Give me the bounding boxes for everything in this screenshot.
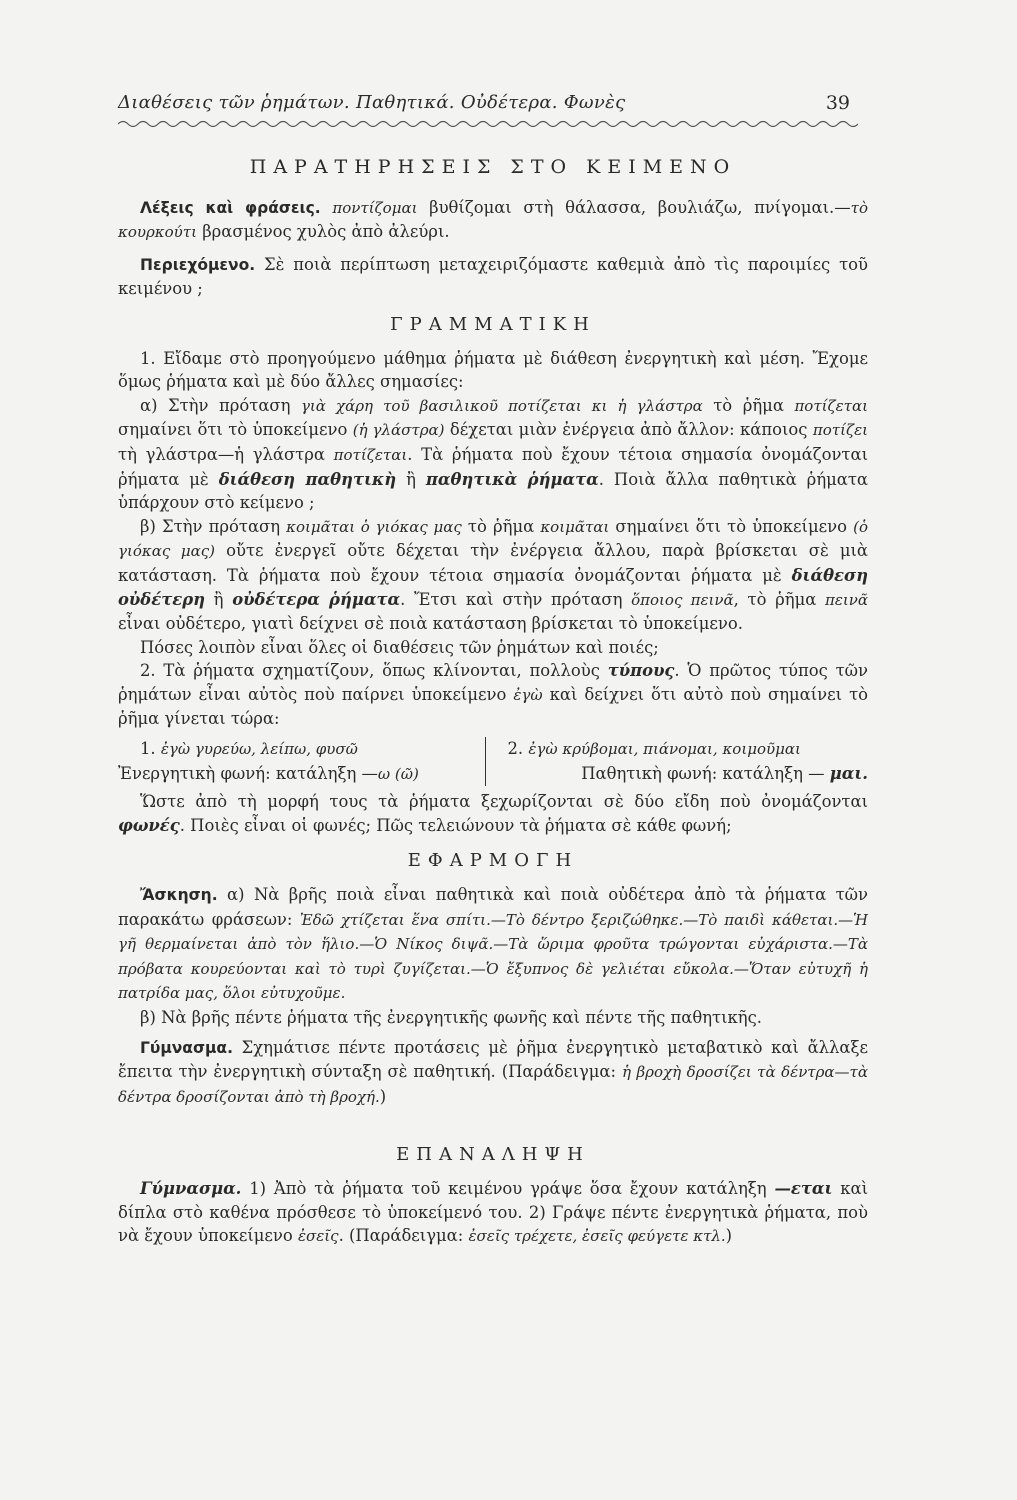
passive-ending-label: Παθητικὴ φωνή: κατάληξη — <box>581 763 830 783</box>
page-number: 39 <box>825 92 850 114</box>
content-label: Περιεχόμενο. <box>140 255 256 274</box>
words-text-2: βρασμένος χυλὸς ἀπὸ ἀλεύρι. <box>196 222 450 242</box>
active-number: 1. <box>140 739 161 759</box>
exercise-b: β) Νὰ βρῆς πέντε ῥήματα τῆς ἐνεργητικῆς φωνῆς καὶ πέντε τῆς παθητικῆς. <box>140 1008 762 1027</box>
a-text-1: α) Στὴν πρόταση <box>140 395 301 415</box>
grammar-paragraph-2 <box>118 659 868 731</box>
b-example-2: ὅποιος πεινᾶ <box>631 590 734 609</box>
b-term-neutral-verbs: οὐδέτερα ῥήματα <box>232 589 401 609</box>
content-paragraph <box>118 253 868 301</box>
exercise-label: Ἄσκηση. <box>140 886 218 905</box>
b-subject: (ὁ γιόκας μας) <box>118 517 868 561</box>
a-text-8: . Ποιὰ ἄλλα παθητικὰ ῥήματα ὑπάρχουν στὸ κείμενο ; <box>118 469 868 513</box>
voice-table <box>118 737 868 786</box>
b-verb: κοιμᾶται <box>540 517 610 536</box>
review-close: ) <box>725 1226 733 1246</box>
passive-ending-row <box>508 762 869 786</box>
exercise-phrases: Ἐδῶ χτίζεται ἕνα σπίτι.—Τὸ δέντρο ξεριζώθηκε.—Τὸ παιδὶ κάθεται.—Ἡ γῆ θερμαίνεται ἀπὸ τὸν ἥλιο.—Ὁ Νίκος διψᾶ.—Τὰ ὥριμα φροῦτα τρώγονται εὐχάριστα.—Τὰ πρόβατα κουρεύονται καὶ τὸ τυρὶ ζυγίζεται.—Ὁ ἔξυπνος δὲ γελιέται εὔκολα.—Ὅταν εὐτυχῆ ἡ πατρίδα μας, ὅλοι εὐτυχοῦμε. <box>118 910 868 1003</box>
a-text-4: δέχεται μιὰν ἐνέργεια ἀπὸ ἄλλον: κάποιος <box>444 420 813 440</box>
content-question: Σὲ ποιὰ περίπτωση μεταχειριζόμαστε καθεμιὰ ἀπὸ τὶς παροιμίες τοῦ κειμένου ; <box>118 254 868 299</box>
application-gym-example: ἡ βροχὴ δροσίζει τὰ δέντρα—τὰ δέντρα δροσίζονται ἀπὸ τὴ βροχή. <box>118 1063 868 1106</box>
review-gym-label: Γύμνασμα. <box>140 1178 242 1198</box>
p2-text-1: 2. Τὰ ῥήματα σχηματίζουν, ὅπως κλίνονται, πολλοὺς <box>140 661 608 681</box>
grammar-heading: ΓΡΑΜΜΑΤΙΚΗ <box>390 313 596 335</box>
active-ending: ω (ῶ) <box>377 764 419 783</box>
words-term-2: τὸ κουρκούτι <box>118 198 868 242</box>
p2-pronoun: ἐγὼ <box>513 685 543 704</box>
application-gym-close: ) <box>379 1086 387 1106</box>
passive-ending: μαι. <box>829 763 868 783</box>
b-example: κοιμᾶται ὁ γιόκας μας <box>286 517 462 536</box>
b-text-7: , τὸ ῥῆμα <box>733 589 825 609</box>
words-text-1: βυθίζομαι στὴ θάλασσα, βουλιάζω, πνίγομαι.— <box>417 197 851 217</box>
active-examples: ἐγὼ γυρεύω, λείπω, φυσῶ <box>160 740 358 759</box>
review-pronoun: ἐσεῖς <box>297 1227 339 1246</box>
b-text-8: εἶναι οὐδέτερο, γιατὶ δείχνει σὲ ποιὰ κατάσταση βρίσκεται τὸ ὑποκείμενο. <box>118 614 743 634</box>
passive-number: 2. <box>507 739 529 759</box>
a-text-3: σημαίνει ὅτι τὸ ὑποκείμενο <box>118 420 353 440</box>
a-verb: ποτίζεται <box>794 396 868 415</box>
b-text-4: οὔτε ἐνεργεῖ οὔτε δέχεται τὴν ἐνέργεια ἄλλου, παρὰ βρίσκεται σὲ μιὰ κατάσταση. Τὰ ῥήματα ποὺ ἔχουν τέτοια σημασία ὀνομάζονται ῥήματα μὲ <box>118 541 868 585</box>
b-text-2: τὸ ῥῆμα <box>461 516 541 536</box>
a-subject: (ἡ γλάστρα) <box>352 421 445 440</box>
notes-heading: ΠΑΡΑΤΗΡΗΣΕΙΣ ΣΤΟ ΚΕΙΜΕΝΟ <box>249 156 737 178</box>
p3-text-1: Ὥστε ἀπὸ τὴ μορφή τους τὰ ῥήματα ξεχωρίζονται σὲ δύο εἴδη ποὺ ὀνομάζονται <box>140 792 868 812</box>
p2-text-3: καὶ δείχνει ὅτι αὐτὸ ποὺ σημαίνει τὸ ῥῆμα γίνεται τώρα: <box>118 684 868 729</box>
active-example-row <box>118 737 479 762</box>
a-term-passive: διάθεση παθητικὴ <box>218 469 397 489</box>
passive-voice-column <box>486 737 869 786</box>
review-text-1: 1) Ἀπὸ τὰ ῥήματα τοῦ κειμένου γράψε ὅσα ἔχουν κατάληξη <box>241 1178 775 1198</box>
p2-text-2: . Ὁ πρῶτος τύπος τῶν ῥημάτων εἶναι αὐτὸς ποὺ παίρνει ὑποκείμενο <box>118 661 868 704</box>
running-header-title: Διαθέσεις τῶν ῥημάτων. Παθητικά. Οὐδέτερα. Φωνὲς <box>118 92 626 113</box>
exercise-instruction: α) Νὰ βρῆς ποιὰ εἶναι παθητικὰ καὶ ποιὰ οὐδέτερα ἀπὸ τὰ ῥήματα τῶν παρακάτω φράσεων: <box>118 885 868 929</box>
words-paragraph <box>118 196 868 245</box>
p3-term-voices: φωνές <box>118 815 180 835</box>
p2-term-types: τύπους <box>607 661 675 681</box>
p3-text-2: . Ποιὲς εἶναι οἱ φωνές; Πῶς τελειώνουν τὰ ῥήματα σὲ κάθε φωνή; <box>179 815 732 835</box>
review-text-3: . (Παράδειγμα: <box>338 1226 469 1246</box>
a-text-5: τὴ γλάστρα—ἡ γλάστρα <box>118 444 334 464</box>
b-term-neutral: διάθεση οὐδέτερη <box>118 565 868 609</box>
a-term-passive-verbs: παθητικὰ ῥήματα <box>425 469 599 489</box>
b-text-5: ἢ <box>205 589 233 609</box>
grammar-question: Πόσες λοιπὸν εἶναι ὅλες οἱ διαθέσεις τῶν ῥημάτων καὶ ποιές; <box>140 637 659 657</box>
a-verb-3: ποτίζεται <box>333 445 408 464</box>
review-example: ἐσεῖς τρέχετε, ἐσεῖς φεύγετε κτλ. <box>468 1227 726 1246</box>
a-example: γιὰ χάρη τοῦ βασιλικοῦ ποτίζεται κι ἡ γλάστρα <box>300 396 703 415</box>
passive-example-row <box>508 737 869 762</box>
b-text-1: β) Στὴν πρόταση <box>140 516 287 536</box>
active-ending-label: Ἐνεργητικὴ φωνή: κατάληξη — <box>118 763 378 783</box>
active-voice-column <box>118 737 486 786</box>
active-ending-row <box>118 762 479 787</box>
application-gymnasma <box>118 1036 868 1110</box>
page-content <box>118 150 868 1249</box>
grammar-paragraph-b <box>118 515 868 636</box>
review-text-2: καὶ δίπλα στὸ καθένα πρόσθεσε τὸ ὑποκείμενό του. 2) Γράψε πέντε ἐνεργητικὰ ῥήματα, ποὺ νὰ ἔχουν ὑποκείμενο <box>118 1178 869 1246</box>
words-label: Λέξεις καὶ φράσεις. <box>140 198 321 217</box>
b-verb-2: πεινᾶ <box>824 590 869 609</box>
a-text-6: . Τὰ ῥήματα ποὺ ἔχουν τέτοια σημασία ὀνομάζονται ῥήματα μὲ <box>118 444 868 489</box>
b-text-3: σημαίνει ὅτι τὸ ὑποκείμενο <box>609 516 854 536</box>
application-gym-text: Σχημάτισε πέντε προτάσεις μὲ ῥῆμα ἐνεργητικὸ μεταβατικὸ καὶ ἄλλαξε ἔπειτα τὴν ἐνεργητικὴ σύνταξη σὲ παθητική. (Παράδειγμα: <box>118 1037 868 1082</box>
review-ending: —εται <box>774 1178 833 1198</box>
a-text-7: ἢ <box>396 469 426 489</box>
review-paragraph <box>118 1177 868 1249</box>
words-term-1: ποντίζομαι <box>332 198 418 217</box>
b-text-6: . Ἔτσι καὶ στὴν πρόταση <box>400 589 632 609</box>
grammar-paragraph-3 <box>118 790 868 837</box>
application-heading: ΕΦΑΡΜΟΓΗ <box>407 850 579 872</box>
a-text-2: τὸ ῥῆμα <box>702 395 795 415</box>
review-heading: ΕΠΑΝΑΛΗΨΗ <box>396 1144 590 1166</box>
passive-examples: ἐγὼ κρύβομαι, πιάνομαι, κοιμοῦμαι <box>528 740 801 759</box>
grammar-paragraph-a <box>118 394 868 515</box>
exercise-paragraph <box>118 883 868 1006</box>
grammar-paragraph-1: 1. Εἴδαμε στὸ προηγούμενο μάθημα ῥήματα μὲ διάθεση ἐνεργητικὴ καὶ μέση. Ἔχομε ὅμως ῥήματα καὶ μὲ δύο ἄλλες σημασίες: <box>118 348 868 392</box>
application-gym-label: Γύμνασμα. <box>140 1038 233 1057</box>
wavy-rule <box>118 118 858 130</box>
a-verb-2: ποτίζει <box>812 421 869 440</box>
